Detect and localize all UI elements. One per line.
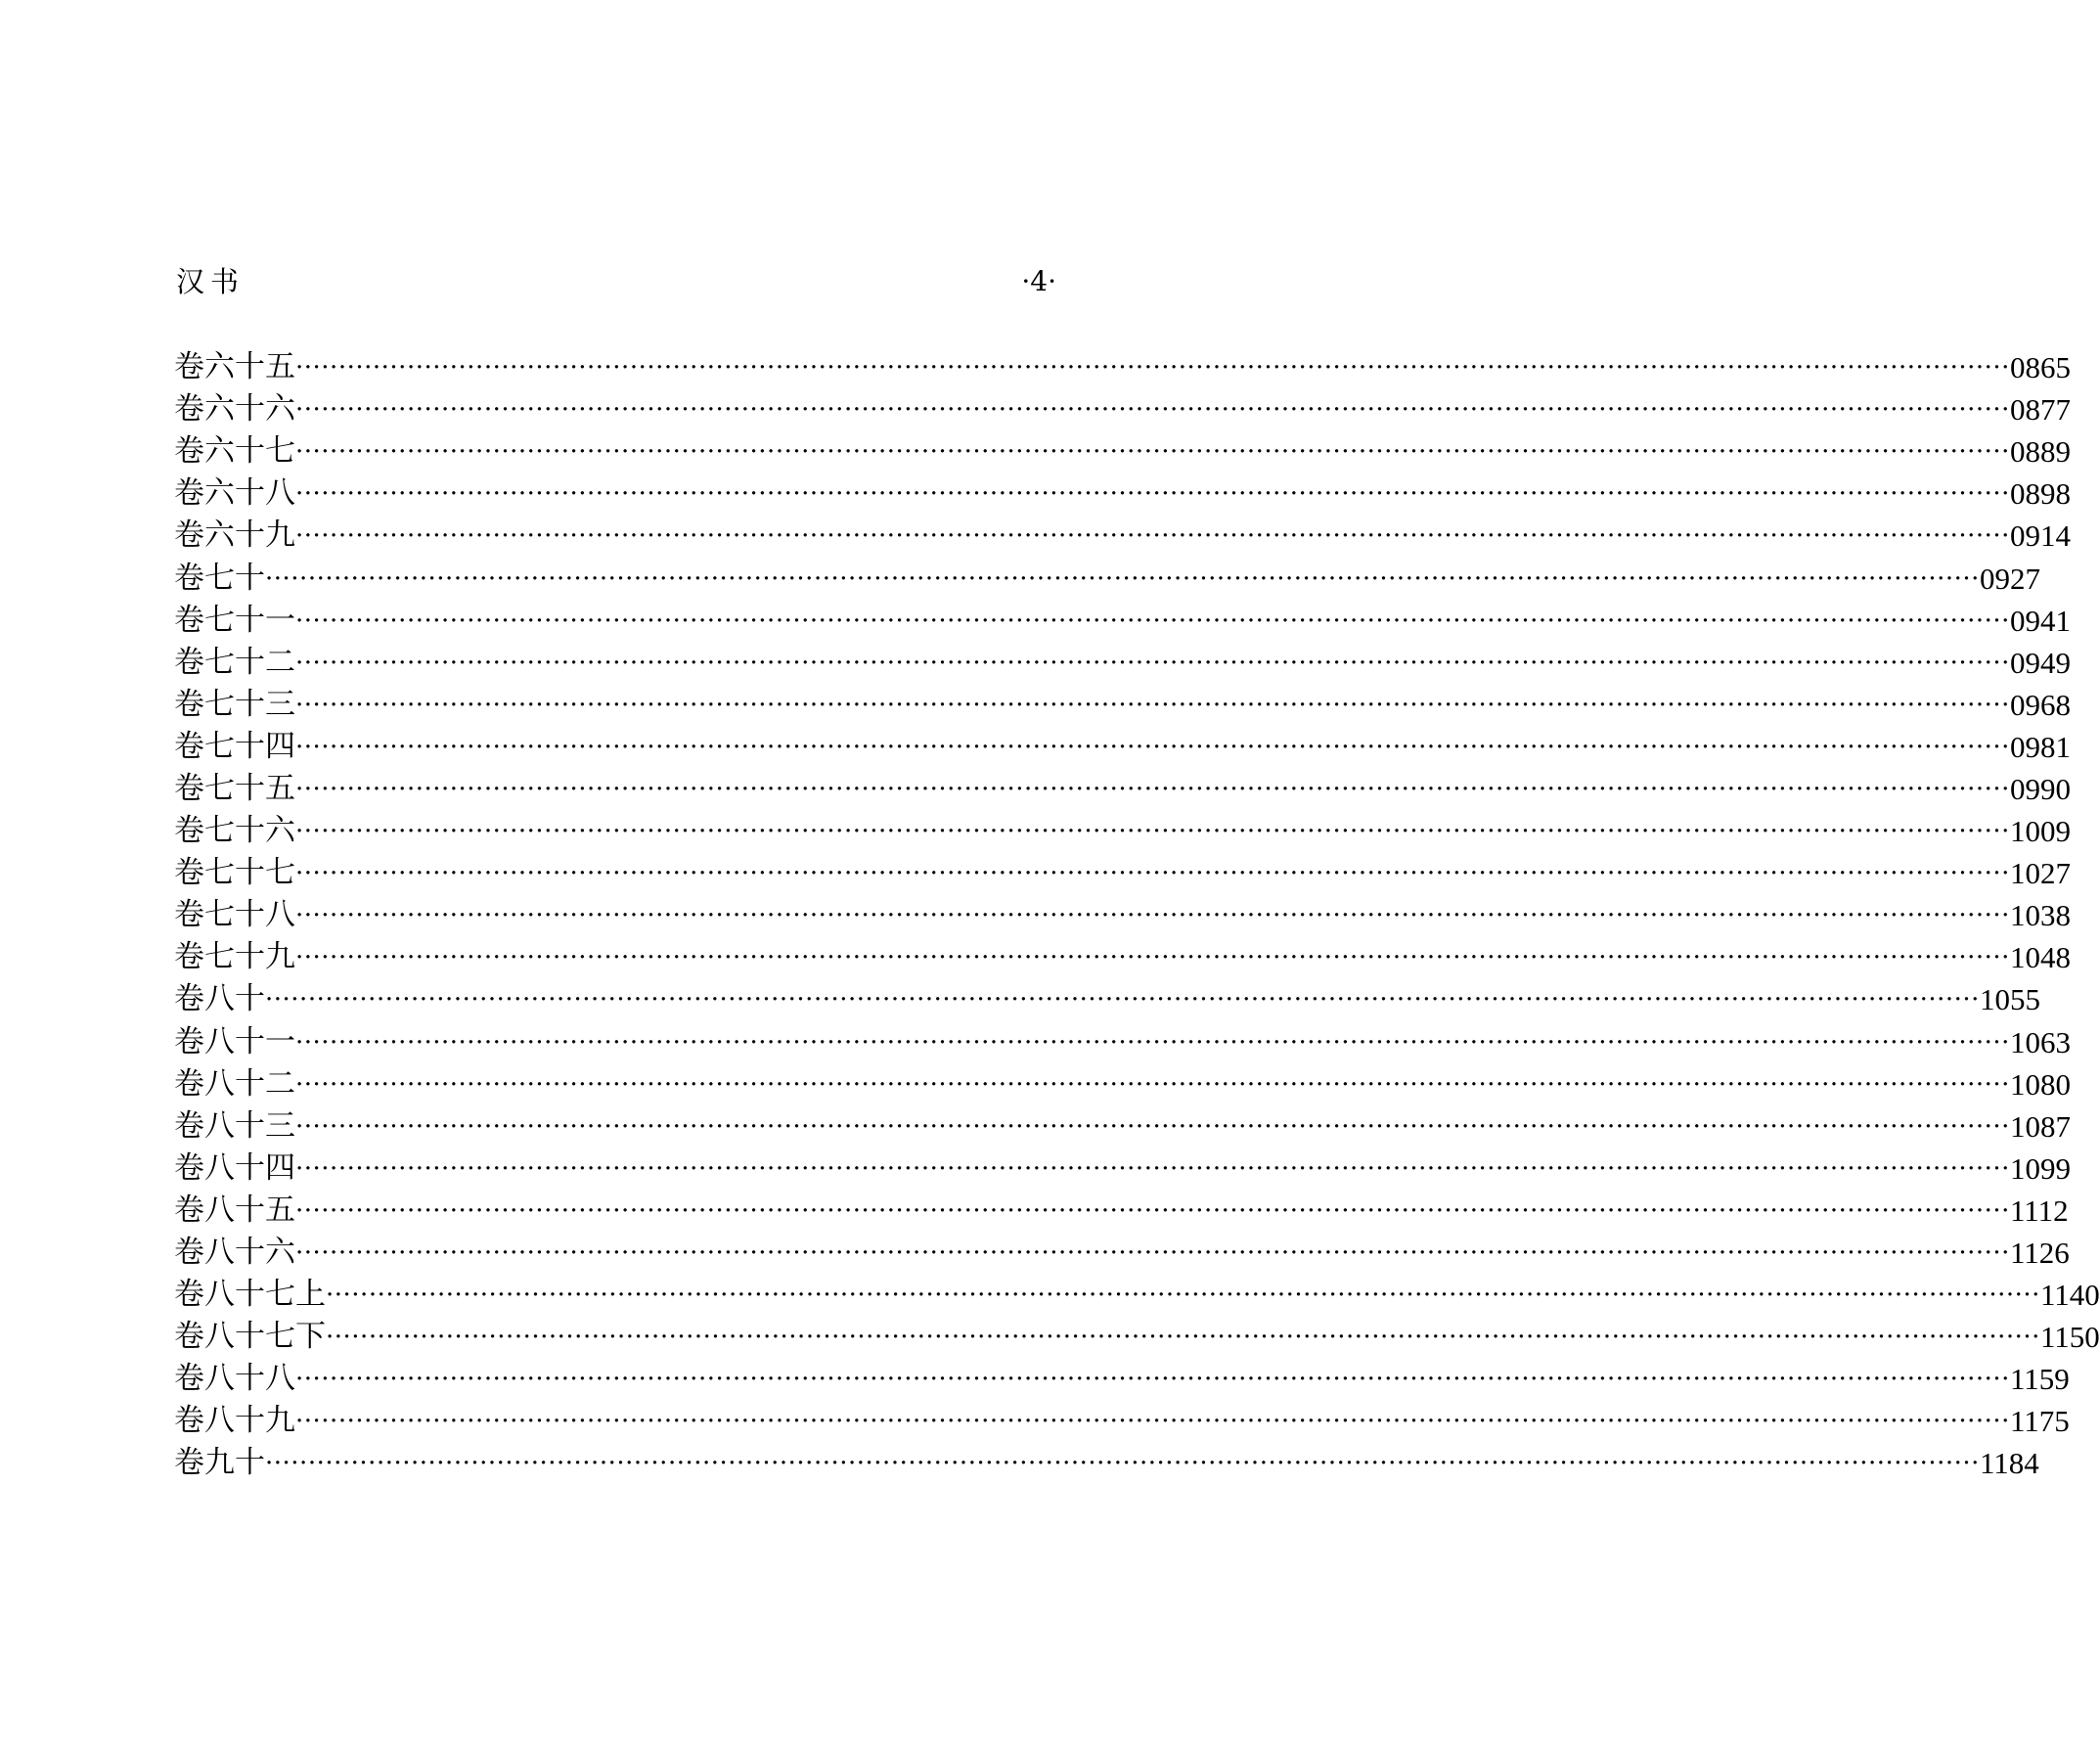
toc-entry — [174, 684, 2071, 726]
toc-entry — [174, 1232, 2070, 1274]
toc-dot-leader: ········································································································································································································ — [295, 1365, 2010, 1395]
toc-entry — [174, 346, 2071, 388]
toc-entry-page: 1063 — [2009, 1024, 2071, 1059]
toc-entry — [174, 1190, 2069, 1232]
toc-dot-leader: ········································································································································································································ — [295, 395, 2010, 426]
toc-entry-label: 卷七十四 — [174, 728, 295, 764]
toc-entry — [174, 726, 2071, 768]
toc-entry-page: 1080 — [2009, 1066, 2071, 1102]
toc-dot-leader: ········································································································································································································ — [295, 353, 2010, 383]
toc-entry-label: 卷八十 — [174, 981, 265, 1017]
toc-entry-label: 卷八十五 — [174, 1192, 295, 1228]
toc-dot-leader: ········································································································································································································ — [326, 1323, 2040, 1353]
toc-entry-page: 1099 — [2009, 1150, 2071, 1186]
toc-entry — [174, 1148, 2071, 1190]
toc-entry-page: 1184 — [1979, 1446, 2039, 1481]
toc-dot-leader: ········································································································································································································ — [295, 859, 2010, 889]
toc-entry — [174, 473, 2071, 515]
toc-entry — [174, 894, 2071, 936]
toc-dot-leader: ········································································································································································································ — [265, 1449, 1980, 1479]
toc-entry-page: 0877 — [2009, 392, 2071, 428]
toc-entry — [174, 1442, 2039, 1484]
toc-entry-label: 卷六十五 — [174, 349, 295, 385]
toc-entry-label: 卷七十三 — [174, 686, 295, 722]
toc-dot-leader: ········································································································································································································ — [295, 943, 2010, 973]
toc-dot-leader: ········································································································································································································ — [295, 901, 2010, 931]
toc-entry-page: 1087 — [2009, 1108, 2071, 1144]
toc-entry — [174, 1358, 2070, 1400]
toc-entry-page: 0898 — [2009, 476, 2071, 512]
toc-entry-page: 0941 — [2009, 603, 2071, 638]
toc-entry-label: 卷八十七下 — [174, 1319, 326, 1355]
toc-entry-page: 1055 — [1979, 982, 2040, 1017]
toc-entry-page: 0990 — [2009, 771, 2071, 806]
toc-dot-leader: ········································································································································································································ — [326, 1281, 2040, 1311]
toc-entry-label: 卷六十六 — [174, 391, 295, 428]
toc-entry — [174, 642, 2071, 684]
book-title: 汉书 — [176, 265, 246, 298]
toc-entry-page: 1159 — [2009, 1362, 2070, 1397]
toc-dot-leader: ········································································································································································································ — [295, 437, 2010, 468]
toc-dot-leader: ········································································································································································································ — [295, 521, 2010, 552]
toc-entry-label: 卷七十 — [174, 560, 265, 596]
toc-dot-leader: ········································································································································································································ — [295, 1027, 2010, 1058]
toc-entry-label: 卷八十九 — [174, 1403, 295, 1439]
toc-entry — [174, 430, 2071, 473]
toc-dot-leader: ········································································································································································································ — [265, 985, 1980, 1015]
toc-dot-leader: ········································································································································································································ — [295, 732, 2010, 762]
toc-entry — [174, 388, 2071, 430]
toc-entry-label: 卷七十八 — [174, 897, 295, 933]
toc-entry-label: 卷七十六 — [174, 813, 295, 849]
toc-entry — [174, 1316, 2100, 1358]
toc-dot-leader: ········································································································································································································ — [295, 606, 2010, 636]
toc-dot-leader: ········································································································································································································ — [295, 1153, 2010, 1184]
toc-entry-label: 卷九十 — [174, 1445, 265, 1481]
toc-entry-label: 卷八十一 — [174, 1023, 295, 1059]
toc-entry — [174, 600, 2071, 642]
toc-entry-label: 卷八十四 — [174, 1149, 295, 1186]
toc-entry — [174, 936, 2071, 978]
toc-entry-label: 卷八十七上 — [174, 1277, 326, 1313]
toc-entry-label: 卷七十九 — [174, 939, 295, 975]
page-header — [176, 262, 1056, 301]
toc-entry-page: 1048 — [2009, 940, 2071, 975]
toc-dot-leader: ········································································································································································································ — [295, 690, 2010, 720]
toc-entry-label: 卷八十八 — [174, 1361, 295, 1397]
toc-dot-leader: ········································································································································································································ — [295, 817, 2010, 847]
toc-entry-page: 1126 — [2009, 1236, 2070, 1271]
toc-entry — [174, 978, 2040, 1020]
toc-entry — [174, 852, 2071, 894]
toc-entry-page: 1150 — [2039, 1320, 2100, 1355]
toc-entry — [174, 515, 2071, 557]
toc-entry — [174, 557, 2040, 599]
toc-dot-leader: ········································································································································································································ — [295, 1195, 2010, 1226]
toc-entry — [174, 1105, 2071, 1148]
toc-entry-label: 卷六十九 — [174, 518, 295, 554]
toc-entry — [174, 768, 2071, 810]
toc-entry — [174, 1400, 2070, 1442]
toc-entry-page: 1140 — [2039, 1278, 2100, 1313]
toc-entry — [174, 1063, 2071, 1105]
toc-entry-page: 0927 — [1979, 561, 2040, 596]
toc-entry-label: 卷八十六 — [174, 1235, 295, 1271]
toc-entry — [174, 810, 2071, 852]
toc-entry-label: 卷六十八 — [174, 475, 295, 512]
toc-dot-leader: ········································································································································································································ — [295, 479, 2010, 510]
toc-entry-page: 0968 — [2009, 687, 2071, 722]
toc-entry-page: 1027 — [2009, 856, 2071, 891]
toc-entry-page: 0949 — [2009, 645, 2071, 680]
toc-entry-page: 0889 — [2009, 434, 2071, 470]
toc-dot-leader: ········································································································································································································ — [295, 1238, 2010, 1269]
toc-dot-leader: ········································································································································································································ — [295, 1111, 2010, 1142]
toc-dot-leader: ········································································································································································································ — [265, 563, 1980, 594]
toc-dot-leader: ········································································································································································································ — [295, 1407, 2010, 1437]
toc-entry-page: 1038 — [2009, 898, 2071, 933]
toc-entry-page: 0981 — [2009, 729, 2071, 764]
toc-entry-page: 1009 — [2009, 814, 2071, 849]
page-number: ·4· — [1021, 265, 1056, 297]
toc-dot-leader: ········································································································································································································ — [295, 1069, 2010, 1100]
toc-entry-label: 卷八十二 — [174, 1065, 295, 1102]
toc-dot-leader: ········································································································································································································ — [295, 648, 2010, 678]
toc-entry-label: 卷八十三 — [174, 1107, 295, 1144]
toc-entry-page: 0914 — [2009, 518, 2071, 554]
toc-entry-page: 0865 — [2009, 350, 2071, 385]
toc-dot-leader: ········································································································································································································ — [295, 774, 2010, 804]
toc-entry-label: 卷六十七 — [174, 433, 295, 470]
toc-entry-page: 1175 — [2009, 1404, 2070, 1439]
toc-entry-page: 1112 — [2009, 1193, 2069, 1228]
toc-entry-label: 卷七十七 — [174, 855, 295, 891]
toc-entry — [174, 1274, 2100, 1316]
toc-entry-label: 卷七十二 — [174, 644, 295, 680]
toc-entry — [174, 1021, 2071, 1063]
toc-entry-label: 卷七十五 — [174, 770, 295, 806]
table-of-contents — [174, 346, 2100, 1485]
toc-entry-label: 卷七十一 — [174, 602, 295, 638]
